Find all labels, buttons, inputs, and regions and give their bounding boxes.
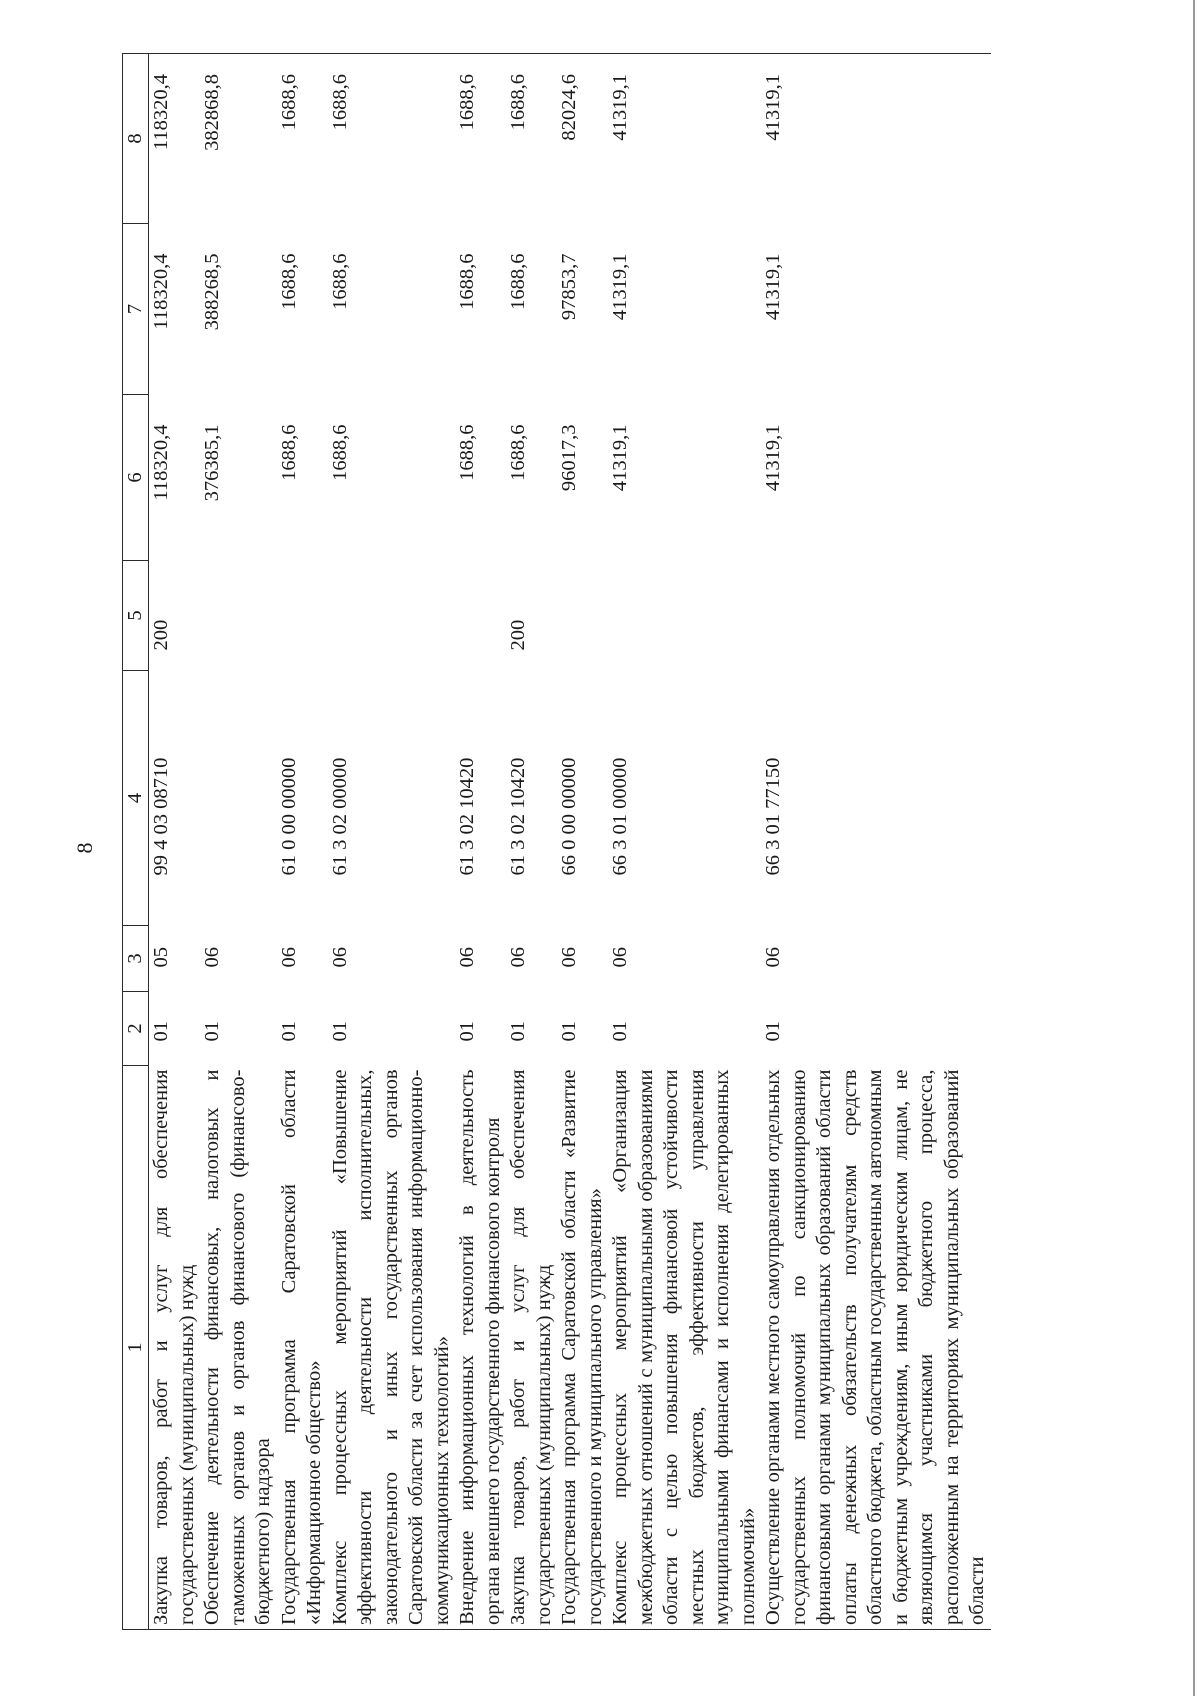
table-row: [455, 54, 506, 1630]
expense-type-code: [608, 561, 761, 671]
amount-year-3: 82024,6: [557, 54, 608, 224]
table-row: [761, 54, 991, 1630]
table-row: [608, 54, 761, 1630]
amount-year-3: 1688,6: [277, 54, 328, 224]
amount-year-3: 382868,8: [200, 54, 277, 224]
item-name: Осуществление органами местного самоуправления отдельных государственных полномочий по санкционированию финансовыми органами муниципальных образований области оплаты денежных обязательств получателям средств областного бюджета, областным государственным автономным и бюджетным учреждениям, иным юридическим лицам, не являющимся участниками бюджетного процесса, расположенным на территориях муниципальных образований области: [761, 1066, 991, 1630]
amount-year-2: 97853,7: [558, 253, 580, 321]
target-article-code: 61 3 02 10420: [456, 757, 478, 876]
target-article-code: 61 3 02 10420: [507, 757, 529, 876]
expense-type-code: [761, 561, 991, 671]
amount-year-2: 1688,6: [328, 253, 351, 310]
table-row: [149, 54, 201, 1630]
target-article-code: 61 0 00 00000: [277, 757, 300, 876]
item-name: Комплекс процессных мероприятий «Повышение эффективности деятельности исполнительных, законодательного и иных государственных органов Саратовской области за счет использования информационно-коммуникационных технологий»: [328, 1066, 456, 1630]
amount-year-3: 41319,1: [608, 54, 761, 224]
target-article-code: 61 3 02 00000: [328, 757, 351, 876]
amount-year-3: 118320,4: [149, 54, 201, 224]
amount-year-2: 1688,6: [456, 253, 478, 310]
column-header: 5: [123, 561, 149, 671]
subsection-code: 06: [277, 947, 300, 968]
table-header-row: [123, 54, 149, 1630]
subsection-code: 06: [558, 947, 580, 968]
budget-table: [122, 53, 991, 1630]
amount-year-1: 1688,6: [456, 424, 478, 481]
subsection-code: 05: [150, 947, 172, 968]
item-name: Комплекс процессных мероприятий «Организация межбюджетных отношений с муниципальными образованиями области с целью повышения финансовой устойчивости местных бюджетов, эффективности управления муниципальными финансами и исполнения делегированных полномочий»: [608, 1066, 761, 1630]
column-header: 2: [123, 992, 149, 1066]
column-header: 8: [123, 54, 149, 224]
subsection-code: 06: [328, 947, 351, 968]
table-row: [200, 54, 277, 1630]
column-header: 6: [123, 395, 149, 561]
subsection-code: 06: [456, 947, 478, 968]
item-name: Обеспечение деятельности финансовых, налоговых и таможенных органов и органов финансового (финансово-бюджетного) надзора: [200, 1066, 277, 1630]
amount-year-1: 1688,6: [277, 424, 300, 481]
table-body: [149, 54, 991, 1630]
amount-year-2: 41319,1: [609, 253, 631, 321]
amount-year-2: 388268,5: [201, 253, 223, 331]
amount-year-3: 41319,1: [761, 54, 991, 224]
amount-year-2: 1688,6: [277, 253, 300, 310]
section-code: 01: [762, 1021, 784, 1042]
target-article-code: [200, 671, 277, 926]
target-article-code: 99 4 03 08710: [150, 757, 172, 876]
item-name: Закупка товаров, работ и услуг для обеспечения государственных (муниципальных) нужд: [149, 1066, 201, 1630]
expense-type-code: 200: [507, 619, 529, 651]
page-number: 8: [72, 842, 97, 854]
expense-type-code: [455, 561, 506, 671]
section-code: 01: [328, 1021, 351, 1042]
section-code: 01: [150, 1021, 172, 1042]
expense-type-code: [200, 561, 277, 671]
section-code: 01: [507, 1021, 529, 1042]
table-row: [506, 54, 557, 1630]
section-code: 01: [277, 1021, 300, 1042]
amount-year-1: 41319,1: [609, 424, 631, 492]
expense-type-code: 200: [150, 619, 172, 651]
subsection-code: 06: [762, 947, 784, 968]
amount-year-1: 118320,4: [150, 424, 172, 501]
column-header: 3: [123, 926, 149, 992]
section-code: 01: [558, 1021, 580, 1042]
target-article-code: 66 0 00 00000: [558, 757, 580, 876]
column-header: 4: [123, 671, 149, 926]
column-header: 7: [123, 224, 149, 395]
target-article-code: 66 3 01 00000: [609, 757, 631, 876]
item-name: Государственная программа Саратовской области «Развитие государственного и муниципального управления»: [557, 1066, 608, 1630]
amount-year-1: 96017,3: [558, 424, 580, 492]
subsection-code: 06: [609, 947, 631, 968]
section-code: 01: [201, 1021, 223, 1042]
amount-year-2: 1688,6: [507, 253, 529, 310]
section-code: 01: [456, 1021, 478, 1042]
amount-year-3: 1688,6: [506, 54, 557, 224]
subsection-code: 06: [201, 947, 223, 968]
amount-year-1: 1688,6: [328, 424, 351, 481]
table-row: [328, 54, 456, 1630]
item-name: Внедрение информационных технологий в деятельность органа внешнего государственного финансового контроля: [455, 1066, 506, 1630]
expense-type-code: [277, 561, 328, 671]
amount-year-1: 41319,1: [762, 424, 784, 492]
section-code: 01: [609, 1021, 631, 1042]
amount-year-1: 1688,6: [507, 424, 529, 481]
amount-year-1: 376385,1: [201, 424, 223, 502]
table-row: [557, 54, 608, 1630]
subsection-code: 06: [507, 947, 529, 968]
target-article-code: 66 3 01 77150: [762, 757, 784, 876]
item-name: Закупка товаров, работ и услуг для обеспечения государственных (муниципальных) нужд: [506, 1066, 557, 1630]
amount-year-3: 1688,6: [328, 54, 456, 224]
expense-type-code: [557, 561, 608, 671]
item-name: Государственная программа Саратовской области «Информационное общество»: [277, 1066, 328, 1630]
amount-year-2: 118320,4: [150, 253, 172, 330]
table-row: [277, 54, 328, 1630]
column-header: 1: [123, 1066, 149, 1630]
amount-year-3: 1688,6: [455, 54, 506, 224]
expense-type-code: [328, 561, 456, 671]
amount-year-2: 41319,1: [762, 253, 784, 321]
